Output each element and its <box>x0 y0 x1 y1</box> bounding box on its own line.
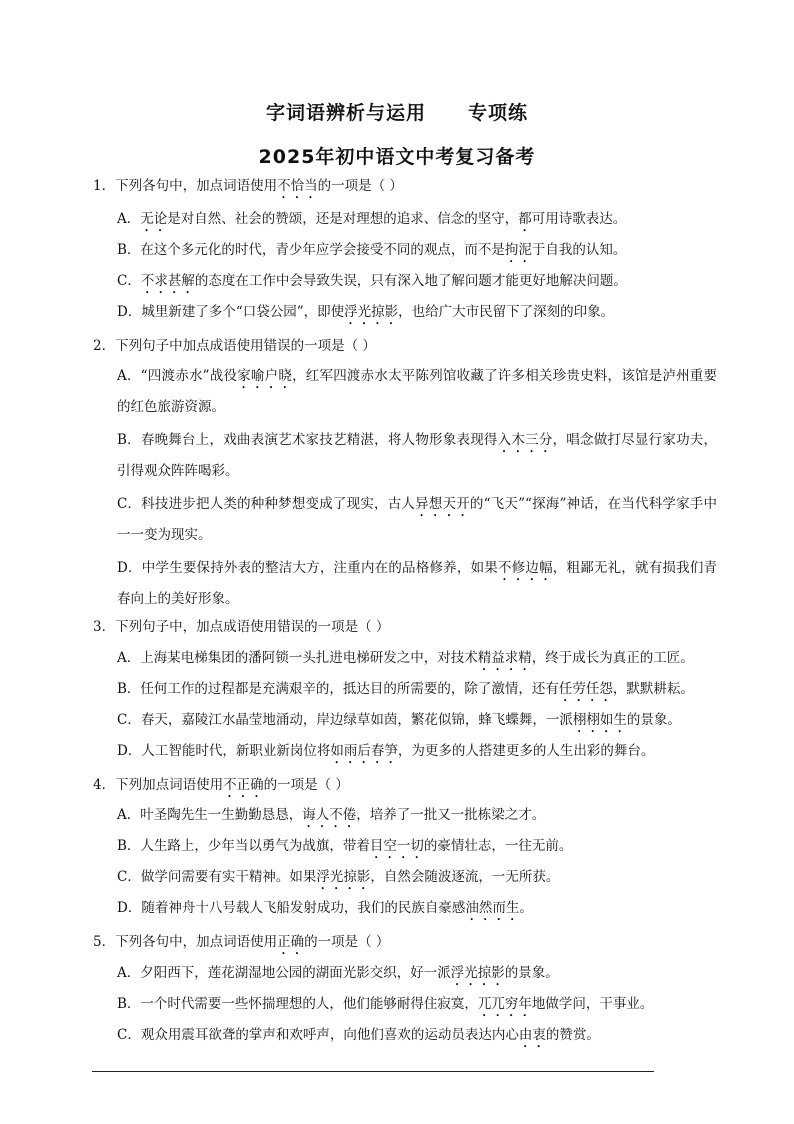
text-segment: 的豪情壮志，一往无前。 <box>423 838 573 854</box>
question-3-option-c <box>117 705 717 736</box>
dotted-term: 任劳任怨 <box>558 681 613 697</box>
question-1-option-a <box>117 204 717 235</box>
dotted-term: 由衷 <box>518 1027 546 1043</box>
question-4-option-a <box>117 800 717 831</box>
text-segment: B．在这个多元化的时代，青少年应学会接受不同的观点，而不是 <box>117 242 505 258</box>
emphasis-text: 正确 <box>277 934 305 950</box>
text-segment: 。 <box>519 900 533 916</box>
text-segment: 5．下列各句中，加点词语使用 <box>93 934 278 950</box>
text-segment: A．“四渡赤水”战役 <box>117 368 238 384</box>
text-segment: 4．下列加点词语使用 <box>93 777 224 793</box>
text-segment: ，唱念做打尽显行家功夫，引得观众阵阵喝彩。 <box>117 432 718 479</box>
text-segment: C．观众用震耳欲聋的掌声和欢呼声，向他们喜欢的运动员表达内心 <box>117 1027 519 1043</box>
text-segment: ，为更多的人搭建更多的人生出彩的舞台。 <box>397 743 655 759</box>
dotted-term: 浮光掠影 <box>344 304 399 320</box>
text-segment: 的景象。 <box>504 965 559 981</box>
dotted-term: 如雨后春笋 <box>330 743 398 759</box>
question-1-option-c <box>117 266 717 297</box>
dotted-term: 油然而生 <box>465 900 520 916</box>
question-2-option-a <box>117 361 717 423</box>
text-segment: C．春天，嘉陵江水晶莹地涌动，岸边绿草如茵，繁花似锦，蜂飞蝶舞，一派 <box>117 712 573 728</box>
question-4-stem <box>93 775 349 801</box>
footer-rule <box>92 1071 654 1072</box>
dotted-term: 浮光掠影 <box>450 965 505 981</box>
text-segment: ，自然会随波逐流，一无所获。 <box>370 869 560 885</box>
text-segment: A．夕阳西下，莲花湖湿地公园的湖面光影交织，好一派 <box>117 965 451 981</box>
text-segment: B．任何工作的过程都是充满艰辛的，抵达目的所需要的，除了激情，还有 <box>117 681 559 697</box>
text-segment: D．人工智能时代，新职业新岗位将 <box>117 743 331 759</box>
text-segment: 的“飞天”“探海”神话，在当代科学家手中一一变为现实。 <box>117 496 717 543</box>
text-segment: 的景象。 <box>626 712 681 728</box>
title-sub-label: 专项练 <box>468 102 529 124</box>
text-segment: B．人生路上，少年当以勇气为战旗，带着 <box>117 838 370 854</box>
dotted-term: 栩栩如生 <box>572 712 627 728</box>
emphasis-text: 不恰当 <box>277 178 318 194</box>
text-segment: D．随着神舟十八号载人飞船发射成功，我们的民族自豪感 <box>117 900 466 916</box>
text-segment: 可用诗歌表达。 <box>531 211 627 227</box>
text-segment: 的态度在工作中会导致失误，只有深入地了解问题才能更好地解决问题。 <box>194 273 627 289</box>
text-segment: ，培养了一批又一批栋梁之才。 <box>356 807 546 823</box>
text-segment: ，红军四渡赤水太平陈列馆收藏了许多相关珍贵史料，该馆是泸州重要的红色旅游资源。 <box>117 368 717 415</box>
question-1-option-b <box>117 235 717 266</box>
question-2-option-c <box>117 489 717 551</box>
dotted-term: 入木三分 <box>497 432 553 448</box>
text-segment: B．一个时代需要一些怀揣理想的人，他们能够耐得住寂寞， <box>117 996 478 1012</box>
text-segment: C．做学问需要有实干精神。如果 <box>117 869 317 885</box>
emphasis-text: 不正确 <box>223 777 264 793</box>
text-segment: 地做学问，干事业。 <box>531 996 654 1012</box>
dotted-term: 浮光掠影 <box>316 869 371 885</box>
text-segment: 是对自然、社会的赞颂，还是对理想的追求、信念的坚守， <box>167 211 519 227</box>
question-5-option-b <box>117 989 717 1020</box>
question-2-stem: 2．下列句子中加点成语使用错误的一项是（ ） <box>93 338 376 354</box>
text-segment: 的一项是（ ） <box>263 777 349 793</box>
document-subtitle: 2025年初中语文中考复习备考 <box>258 146 536 168</box>
question-5-option-a <box>117 958 717 989</box>
dotted-term: 兀兀穷年 <box>477 996 532 1012</box>
text-segment: A．上海某电梯集团的潘阿锁一头扎进电梯研发之中，对技术 <box>117 650 478 666</box>
dotted-term: 都 <box>518 211 532 227</box>
dotted-term: 异想天开 <box>415 496 470 512</box>
text-segment: B．春晚舞台上，戏曲表演艺术家技艺精湛，将人物形象表现得 <box>117 432 498 448</box>
text-segment: ，粗鄙无礼，就有损我们青春向上的美好形象。 <box>117 560 718 607</box>
text-segment: 于自我的认知。 <box>531 242 627 258</box>
question-4-option-b <box>117 831 717 862</box>
text-segment: ，默默耕耘。 <box>612 681 694 697</box>
text-segment: ，终于成长为真正的工匠。 <box>531 650 694 666</box>
dotted-term: 目空一切 <box>369 838 424 854</box>
dotted-term: 家喻户晓 <box>237 368 293 384</box>
dotted-term: 不修边幅 <box>497 560 553 576</box>
text-segment: 的一项是（ ） <box>317 178 403 194</box>
text-segment: 的赞赏。 <box>545 1027 600 1043</box>
question-3-option-a <box>117 643 717 674</box>
question-4-option-d <box>117 893 717 924</box>
question-3-stem: 3．下列句子中，加点成语使用错误的一项是（ ） <box>93 619 390 635</box>
document-title <box>0 98 794 125</box>
question-2-option-b <box>117 425 717 487</box>
dotted-term: 拘泥 <box>504 242 532 258</box>
title-main: 字词语辨析与运用 <box>265 102 426 124</box>
question-2-option-d <box>117 553 717 615</box>
text-segment: A．叶圣陶先生一生勤勤恳恳， <box>117 807 303 823</box>
text-segment: C． <box>117 273 141 289</box>
dotted-term: 精益求精 <box>477 650 532 666</box>
text-segment: D．城里新建了多个“口袋公园”，即使 <box>117 304 345 320</box>
question-5-stem <box>93 932 389 958</box>
dotted-term: 不求甚解 <box>140 273 195 289</box>
question-4-option-c <box>117 862 717 893</box>
text-segment: ，也给广大市民留下了深刻的印象。 <box>398 304 615 320</box>
text-segment: 的一项是（ ） <box>304 934 390 950</box>
dotted-term: 诲人不倦 <box>302 807 357 823</box>
text-segment: 1．下列各句中，加点词语使用 <box>93 178 278 194</box>
text-segment: D．中学生要保持外表的整洁大方，注重内在的品格修养，如果 <box>117 560 498 576</box>
question-1-option-d <box>117 297 717 328</box>
question-5-option-c <box>117 1020 717 1051</box>
question-3-option-b <box>117 674 717 705</box>
question-3-option-d <box>117 736 717 767</box>
text-segment: C．科技进步把人类的种种梦想变成了现实，古人 <box>117 496 416 512</box>
dotted-term: 无论 <box>140 211 168 227</box>
text-segment: A． <box>117 211 141 227</box>
question-1-stem <box>93 176 403 202</box>
